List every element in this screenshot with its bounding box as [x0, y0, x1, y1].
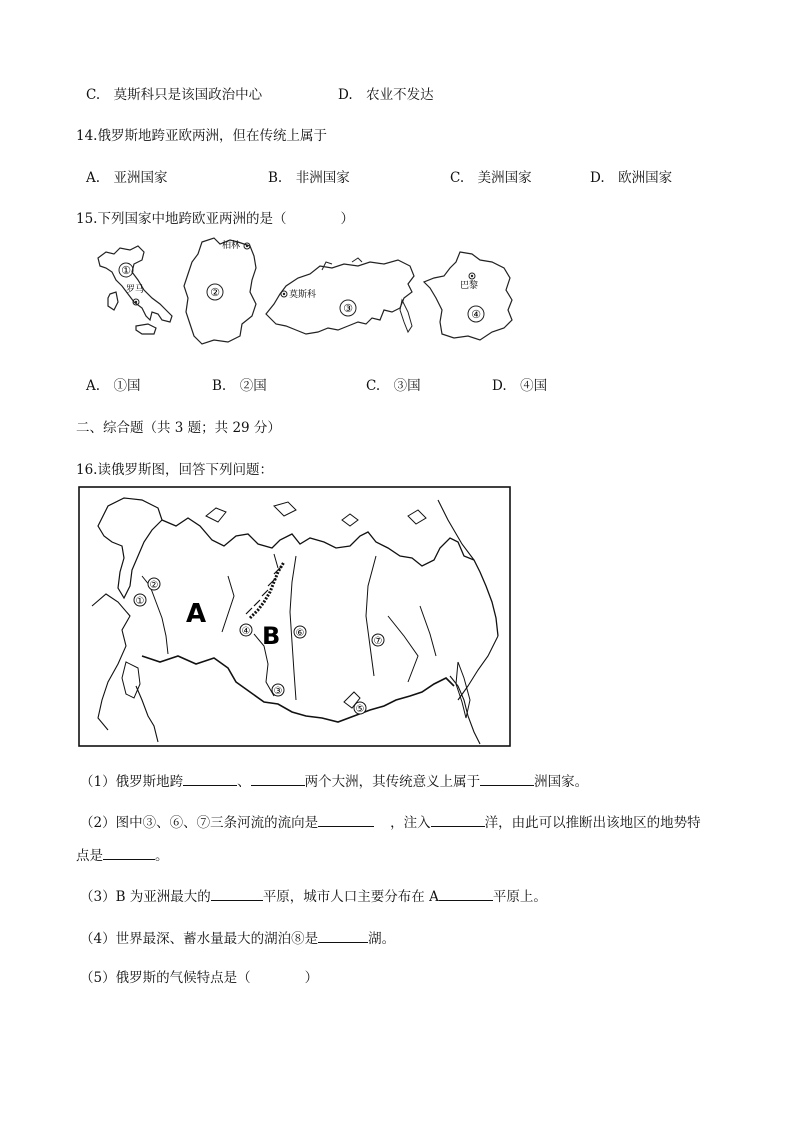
germany-map	[180, 232, 264, 350]
blank-1b[interactable]	[251, 772, 305, 787]
q16-sub5: （5）俄罗斯的气候特点是（ ）	[80, 970, 319, 986]
blank-1a[interactable]	[183, 772, 237, 787]
blank-4a[interactable]	[318, 929, 368, 944]
marker-1	[134, 594, 146, 607]
svg-text:③: ③	[273, 686, 283, 697]
russia-small-map	[262, 252, 422, 344]
q14-option-a: A. 亚洲国家	[86, 170, 168, 186]
marker-5	[354, 702, 366, 715]
italy-city-label: 罗马	[126, 285, 145, 295]
q14-stem: 14.俄罗斯地跨亚欧两洲，但在传统上属于	[76, 128, 327, 144]
marker-6	[294, 626, 306, 639]
q15-option-b: B. ②国	[212, 378, 267, 394]
blank-1c[interactable]	[480, 772, 534, 787]
blank-3a[interactable]	[211, 887, 263, 902]
q14-option-b: B. 非洲国家	[268, 170, 350, 186]
germany-number: ②	[210, 286, 220, 299]
q15-option-d: D. ④国	[492, 378, 548, 394]
blank-2c[interactable]	[103, 846, 155, 861]
marker-4	[240, 624, 252, 637]
q15-option-a: A. ①国	[86, 378, 141, 394]
region-b-label: B	[262, 622, 281, 650]
blank-3b[interactable]	[439, 887, 493, 902]
germany-city-label: 柏林	[222, 241, 241, 251]
russia-number: ③	[343, 302, 353, 315]
blank-2b[interactable]	[431, 813, 485, 828]
svg-text:②: ②	[149, 580, 159, 591]
q16-sub4: （4）世界最深、蓄水量最大的湖泊⑧是 湖。	[80, 927, 395, 947]
italy-number: ①	[121, 264, 131, 277]
italy-map	[92, 240, 184, 352]
svg-text:⑥: ⑥	[295, 628, 305, 639]
france-map	[420, 248, 520, 344]
q15-option-c: C. ③国	[366, 378, 421, 394]
q16-stem: 16.读俄罗斯图，回答下列问题：	[76, 462, 273, 478]
q13-option-d: D. 农业不发达	[338, 87, 434, 103]
svg-text:⑤: ⑤	[355, 704, 365, 715]
svg-text:①: ①	[135, 596, 145, 607]
marker-7	[372, 634, 384, 647]
q16-sub2-line2: 点是 。	[76, 844, 169, 864]
svg-text:⑦: ⑦	[373, 636, 383, 647]
q16-sub2-line1: （2）图中③、⑥、⑦三条河流的流向是 ，注入 洋，由此可以推断出该地区的地势特	[80, 811, 701, 831]
q15-stem: 15.下列国家中地跨欧亚两洲的是（ ）	[76, 211, 354, 227]
q16-sub1: （1）俄罗斯地跨 、 两个大洲，其传统意义上属于 洲国家。	[80, 770, 588, 790]
france-city-label: 巴黎	[460, 281, 479, 291]
marker-2	[148, 578, 160, 591]
q14-option-c: C. 美洲国家	[450, 170, 532, 186]
q14-option-d: D. 欧洲国家	[590, 170, 673, 186]
russia-large-map	[78, 486, 512, 748]
section2-heading: 二、综合题（共 3 题；共 29 分）	[76, 420, 281, 436]
russia-city-label: 莫斯科	[289, 290, 317, 300]
q16-sub3: （3）B 为亚洲最大的 平原，城市人口主要分布在 A 平原上。	[80, 885, 547, 905]
svg-text:④: ④	[241, 626, 251, 637]
q13-option-c: C. 莫斯科只是该国政治中心	[86, 87, 263, 103]
marker-3	[272, 684, 284, 697]
france-number: ④	[471, 308, 481, 321]
blank-2a[interactable]	[318, 813, 374, 828]
region-a-label: A	[186, 599, 207, 629]
